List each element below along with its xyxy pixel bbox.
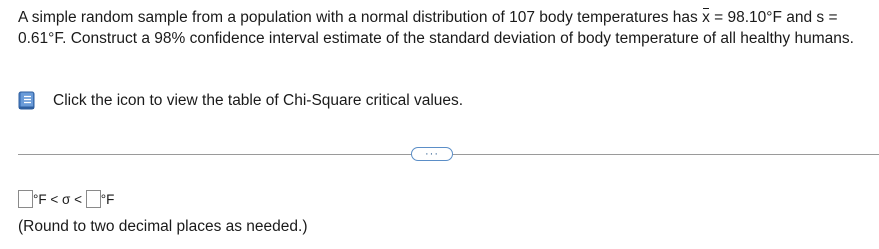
- upper-bound-input[interactable]: [86, 190, 101, 208]
- expand-more-button[interactable]: ···: [411, 147, 453, 161]
- chi-square-table-link-text: Click the icon to view the table of Chi-Square critical values.: [53, 91, 464, 109]
- chi-square-table-link-row: [18, 91, 463, 110]
- problem-text-start: A simple random sample from a population with a normal distribution of 107 body temperatures has: [18, 9, 703, 26]
- lower-bound-input[interactable]: [18, 190, 33, 208]
- rounding-instruction: (Round to two decimal places as needed.): [18, 218, 308, 235]
- problem-statement: [18, 7, 868, 49]
- confidence-interval-answer: [18, 190, 114, 208]
- lower-unit-label: °F: [33, 191, 47, 207]
- upper-unit-label: °F: [100, 191, 115, 207]
- sample-mean-symbol: x: [702, 9, 710, 26]
- sigma-inequality-label: < σ <: [46, 191, 86, 207]
- problem-text-end: = 98.10°F and s = 0.61°F. Construct a 98% confidence interval estimate of the standard deviation of body temperature of all healthy humans.: [18, 9, 854, 47]
- book-icon[interactable]: [18, 91, 36, 110]
